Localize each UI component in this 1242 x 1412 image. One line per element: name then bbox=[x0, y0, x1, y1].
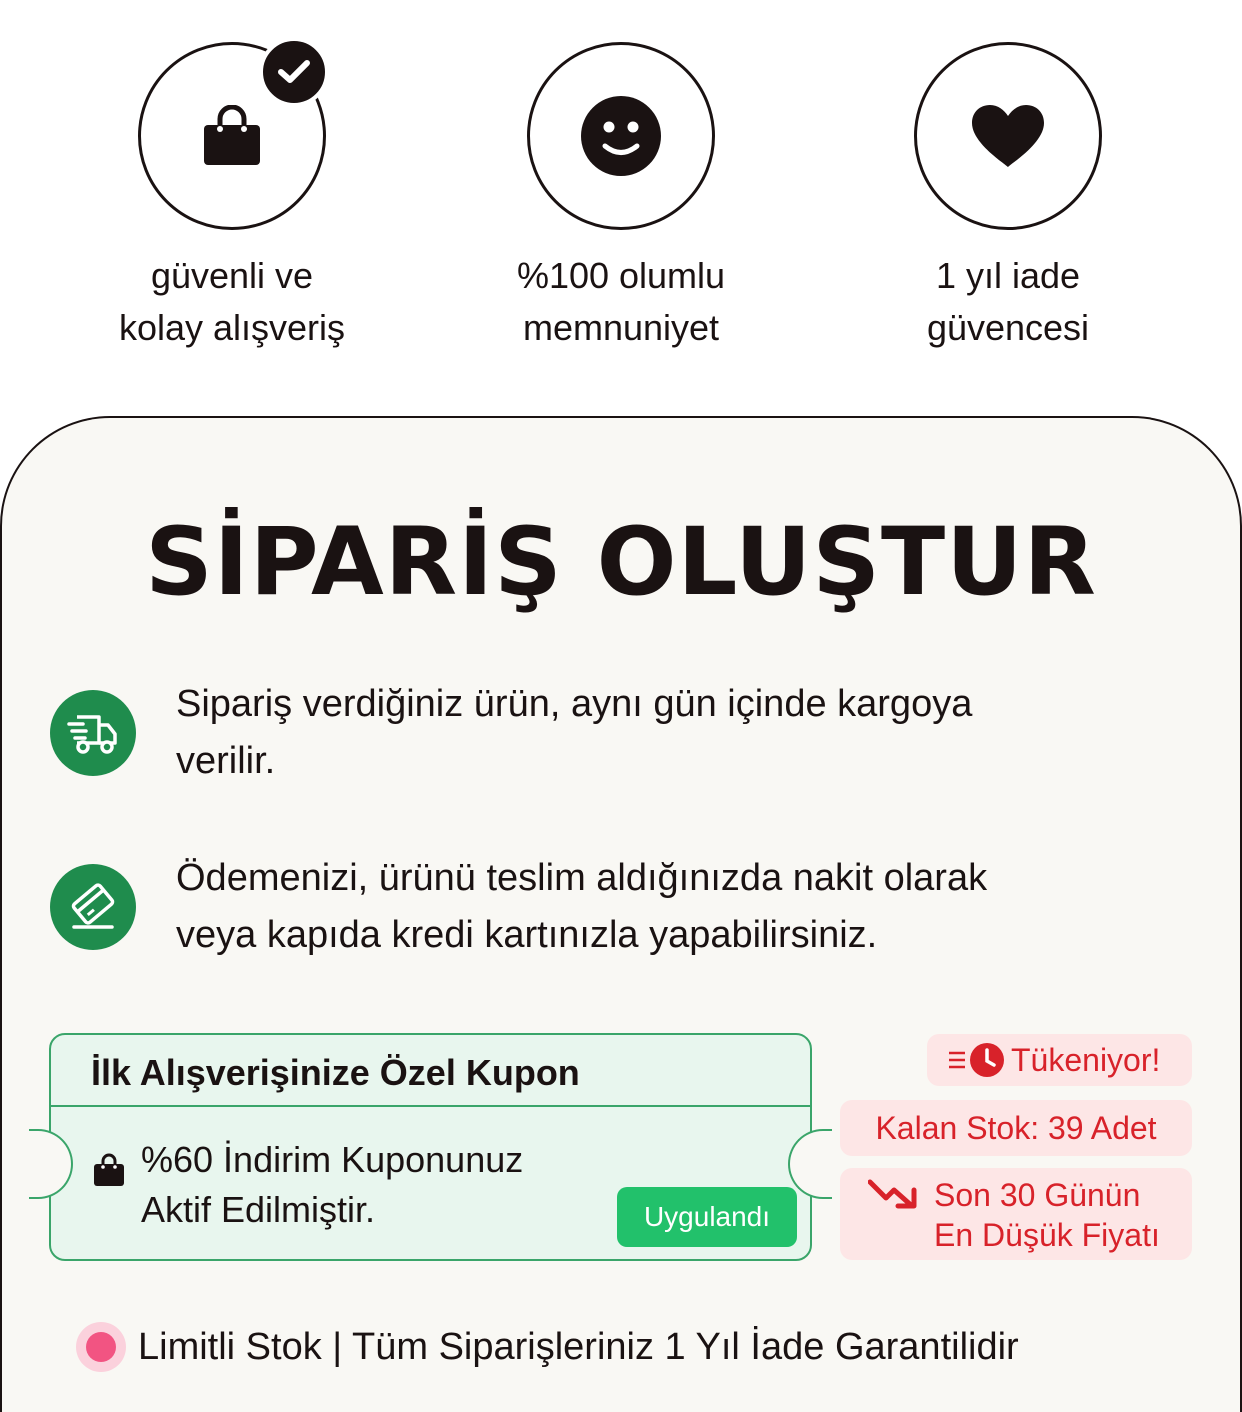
payment-info-text bbox=[176, 850, 1206, 964]
shopping-bag-icon bbox=[93, 1153, 125, 1187]
feature-label-line: %100 olumlu bbox=[516, 255, 726, 296]
coupon-header: İlk Alışverişinize Özel Kupon bbox=[51, 1035, 810, 1107]
trend-down-icon bbox=[868, 1178, 918, 1210]
features-row bbox=[0, 0, 1242, 400]
stock-badge: Kalan Stok: 39 Adet bbox=[840, 1100, 1192, 1156]
coupon-message bbox=[141, 1135, 523, 1235]
feature-secure-shopping bbox=[62, 42, 402, 354]
speed-lines-icon bbox=[947, 1049, 967, 1071]
feature-ring bbox=[914, 42, 1102, 230]
heart-icon bbox=[970, 103, 1046, 169]
coupon-notch-right bbox=[788, 1129, 832, 1199]
coupon-card bbox=[49, 1033, 812, 1261]
feature-label bbox=[838, 250, 1178, 354]
feature-label bbox=[451, 250, 791, 354]
feature-label-line: 1 yıl iade bbox=[935, 255, 1081, 296]
coupon-message-line: Aktif Edilmiştir. bbox=[141, 1189, 376, 1230]
shipping-icon-circle bbox=[50, 690, 136, 776]
info-line: Ödemenizi, ürünü teslim aldığınızda nakit olarak bbox=[176, 857, 988, 899]
feature-label-line: memnuniyet bbox=[522, 307, 720, 348]
info-row-payment bbox=[50, 857, 1210, 982]
payment-card-icon bbox=[68, 882, 118, 932]
info-line: Sipariş verdiğiniz ürün, aynı gün içinde kargoya bbox=[176, 683, 973, 725]
payment-icon-circle bbox=[50, 864, 136, 950]
feature-label-line: güvencesi bbox=[926, 307, 1090, 348]
check-icon bbox=[277, 59, 311, 85]
clock-icon bbox=[969, 1042, 1005, 1078]
feature-label-line: güvenli ve bbox=[150, 255, 314, 296]
info-line: veya kapıda kredi kartınızla yapabilirsiniz. bbox=[176, 914, 878, 956]
running-out-label: Tükeniyor! bbox=[1011, 1042, 1161, 1078]
shipping-info-text bbox=[176, 676, 1206, 790]
feature-label bbox=[62, 250, 402, 354]
feature-label-line: kolay alışveriş bbox=[118, 307, 346, 348]
coupon-applied-button[interactable]: Uygulandı bbox=[617, 1187, 797, 1247]
lowest-price-badge bbox=[840, 1168, 1192, 1260]
smiley-face-icon bbox=[580, 95, 662, 177]
check-badge bbox=[259, 37, 329, 107]
lowest-price-line: En Düşük Fiyatı bbox=[934, 1217, 1160, 1253]
feature-satisfaction bbox=[451, 42, 791, 354]
info-row-shipping bbox=[50, 683, 1210, 808]
running-out-badge bbox=[927, 1034, 1192, 1086]
feature-ring bbox=[138, 42, 326, 230]
lowest-price-line: Son 30 Günün bbox=[934, 1177, 1141, 1213]
page-title: SİPARİŞ OLUŞTUR bbox=[145, 508, 1097, 617]
coupon-notch-left bbox=[29, 1129, 73, 1199]
delivery-truck-icon bbox=[67, 711, 119, 755]
feature-return-guarantee bbox=[838, 42, 1178, 354]
feature-ring bbox=[527, 42, 715, 230]
coupon-message-line: %60 İndirim Kuponunuz bbox=[141, 1139, 524, 1180]
pink-dot-icon bbox=[76, 1322, 126, 1372]
footer-text: Limitli Stok | Tüm Siparişleriniz 1 Yıl İade Garantilidir bbox=[138, 1326, 1019, 1368]
shopping-bag-icon bbox=[202, 105, 262, 167]
info-line: verilir. bbox=[176, 740, 276, 782]
